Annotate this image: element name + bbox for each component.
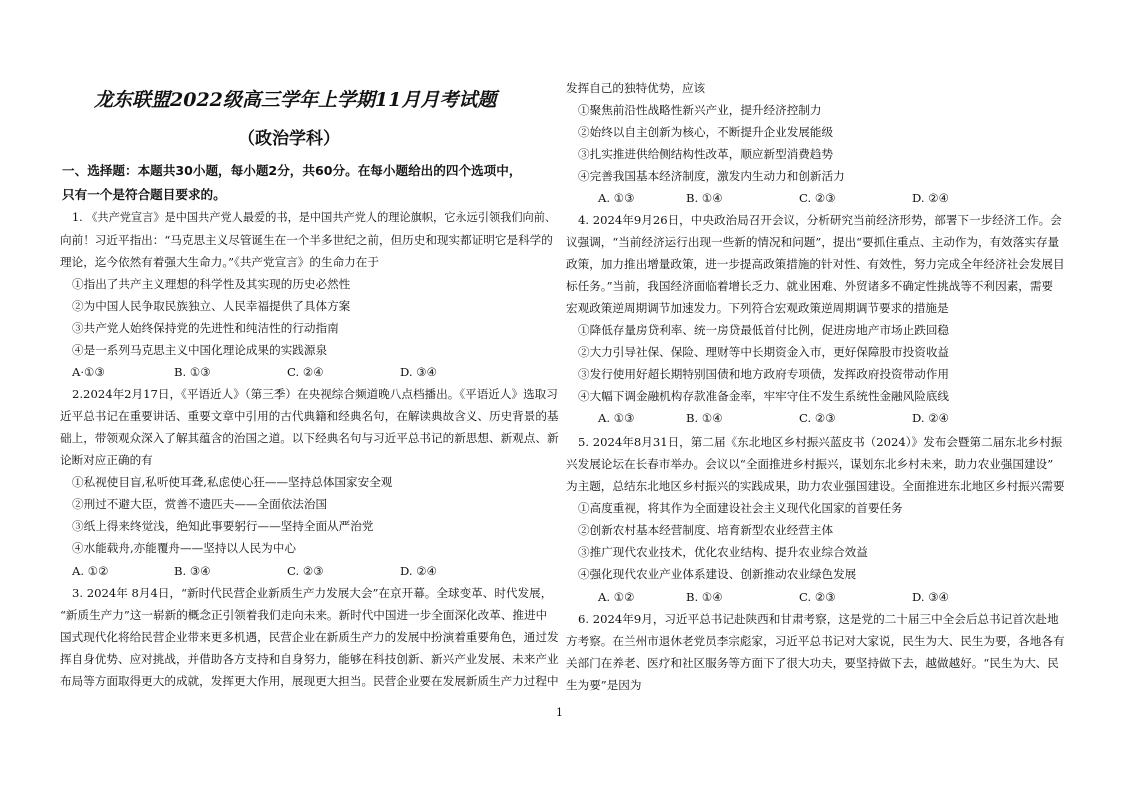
question-text: “新质生产力”这一崭新的概念正引领着我们走向未来。新时代中国进一步全面深化改革、推进中 <box>60 608 548 622</box>
question-text: 发挥自己的独特优势，应该 <box>566 81 706 95</box>
statement-item: ①高度重视，将其作为全面建设社会主义现代化国家的首要任务 <box>578 501 903 515</box>
question-text: 挥自身优势、应对挑战，并借助各方支持和自身努力，能够在科技创新、新兴产业发展、未来产业 <box>60 652 559 666</box>
statement-item: ③发行使用好超长期特别国债和地方政府专项债，发挥政府投资带动作用 <box>578 367 950 381</box>
option-b: B. ①④ <box>686 191 723 205</box>
option-b: B. ③④ <box>174 564 211 578</box>
statement-item: ②为中国人民争取民族独立、人民幸福提供了具体方案 <box>72 299 351 313</box>
exam-title: 龙东联盟2022级高三学年上学期11月月考试题 <box>94 89 497 111</box>
question-text: 1. 《共产党宣言》是中国共产党人最爱的书，是中国共产党人的理论旗帜，它永远引领我们向前、 <box>72 211 557 224</box>
statement-item: ③纸上得来终觉浅，绝知此事要躬行——坚持全面从严治党 <box>72 519 374 533</box>
option-c: C. ②③ <box>287 564 324 578</box>
question-text: 理论，迄今依然有着强大生命力。”《共产党宣言》的生命力在于 <box>60 255 379 269</box>
statement-item: ④强化现代农业产业体系建设、创新推动农业绿色发展 <box>578 567 857 581</box>
question-text: 3. 2024年 8月4日，“新时代民营企业新质生产力发展大会”在京开幕。全球变革、时代发展， <box>72 586 553 600</box>
statement-item: ③扎实推进供给侧结构性改革，顺应新型消费趋势 <box>578 147 834 161</box>
option-a: A·①③ <box>72 365 105 379</box>
question-text: 为主题，总结东北地区乡村振兴的实践成果，助力农业强国建设。全面推进东北地区乡村振兴需要 <box>566 479 1065 493</box>
question-text: 论断对应正确的有 <box>60 453 153 467</box>
statement-item: ③共产党人始终保持党的先进性和纯洁性的行动指南 <box>72 321 339 335</box>
question-text: 向前！习近平指出：“马克思主义尽管诞生在一个半多世纪之前，但历史和现实都证明它是科学的 <box>60 233 553 247</box>
statement-item: ②始终以自主创新为核心，不断提升企业发展能级 <box>578 125 834 139</box>
statement-item: ①聚焦前沿性战略性新兴产业，提升经济控制力 <box>578 103 822 117</box>
question-text: 布局等方面取得更大的成就，发挥更大作用，展现更大担当。民营企业要在发展新质生产力过程中 <box>60 674 559 688</box>
page-number: 1 <box>556 706 563 719</box>
option-a: A. ①③ <box>598 191 635 205</box>
exam-subject: （政治学科） <box>238 129 340 149</box>
question-text: 5. 2024年8月31日，第二届《东北地区乡村振兴蓝皮书（2024）》发布会暨第二届东北乡村振 <box>578 435 1063 449</box>
question-text: 政策，加力推出增量政策，进一步提高政策措施的针对性、有效性，努力完成全年经济社会发展目 <box>566 257 1065 271</box>
option-d: D. ②④ <box>912 191 950 205</box>
statement-item: ④是一系列马克思主义中国化理论成果的实践源泉 <box>72 343 328 357</box>
option-d: D. ③④ <box>400 365 438 379</box>
statement-item: ②刑过不避大臣，赏善不遗匹夫——全面依法治国 <box>72 497 328 511</box>
option-d: D. ③④ <box>912 590 950 604</box>
question-text: 标任务。”当前，我国经济面临着增长乏力、就业困难、外贸诸多不确定性挑战等不利因素，需要 <box>566 279 1054 293</box>
statement-item: ①降低存量房贷利率、统一房贷最低首付比例，促进房地产市场止跌回稳 <box>578 323 950 337</box>
statement-item: ④完善我国基本经济制度，激发内生动力和创新活力 <box>578 169 845 183</box>
option-c: C. ②③ <box>799 191 836 205</box>
section-heading-line2: 只有一个是符合题目要求的。 <box>62 187 226 202</box>
question-text: 6. 2024年9月，习近平总书记赴陕西和甘肃考察，这是党的二十届三中全会后总书记首次赴地 <box>578 612 1059 626</box>
question-text: 4. 2024年9月26日，中央政治局召开会议，分析研究当前经济形势，部署下一步经济工作。会 <box>578 213 1062 227</box>
section-heading-line1: 一、选择题：本题共30小题，每小题2分，共60分。在每小题给出的四个选项中， <box>62 163 522 178</box>
option-d: D. ②④ <box>400 564 438 578</box>
question-text: 2.2024年2月17日，《平语近人》（第三季）在央视综合频道晚八点档播出。《平语近人》选取习 <box>72 387 558 401</box>
statement-item: ③推广现代农业技术，优化农业结构、提升农业综合效益 <box>578 545 868 559</box>
option-c: C. ②③ <box>799 590 836 604</box>
option-a: A. ①② <box>72 564 109 578</box>
question-text: 方考察。在兰州市退休老党员李宗彪家，习近平总书记对大家说，民生为大、民生为要，各地各有 <box>566 634 1065 648</box>
option-a: A. ①③ <box>598 411 635 425</box>
statement-item: ④大幅下调金融机构存款准备金率，牢牢守住不发生系统性金融风险底线 <box>578 389 950 403</box>
question-text: 议强调，“当前经济运行出现一些新的情况和问题”，提出“要抓住重点、主动作为，有效落实存量 <box>566 235 1060 249</box>
statement-item: ①私视使目盲,私听使耳聋,私虑使心狂——坚持总体国家安全观 <box>72 475 393 489</box>
statement-item: ④水能载舟,亦能覆舟——坚持以人民为中心 <box>72 541 296 555</box>
statement-item: ②创新农村基本经营制度、培育新型农业经营主体 <box>578 523 834 537</box>
question-text: 础上，带领观众深入了解其蕴含的治国之道。以下经典名句与习近平总书记的新思想、新观点、新 <box>60 431 559 445</box>
option-b: B. ①④ <box>686 590 723 604</box>
statement-item: ②大力引导社保、保险、理财等中长期资金入市，更好保障股市投资收益 <box>578 345 950 359</box>
question-text: 关部门在养老、医疗和社区服务等方面下了很大功夫，要坚持做下去，越做越好。“民生为大、民 <box>566 656 1059 670</box>
option-a: A. ①② <box>598 590 635 604</box>
question-text: 近平总书记在重要讲话、重要文章中引用的古代典籍和经典名句，在解读典故含义、历史背景的基 <box>60 409 559 423</box>
option-c: C. ②③ <box>799 411 836 425</box>
option-d: D. ②④ <box>912 411 950 425</box>
question-text: 兴发展论坛在长春市举办。会议以“全面推进乡村振兴，谋划东北乡村未来，助力农业强国建设” <box>566 457 1054 471</box>
question-text: 宏观政策逆周期调节加速发力。下列符合宏观政策逆周期调节要求的措施是 <box>566 301 949 315</box>
statement-item: ①指出了共产主义理想的科学性及其实现的历史必然性 <box>72 277 351 291</box>
option-b: B. ①④ <box>686 411 723 425</box>
question-text: 国式现代化将给民营企业带来更多机遇，民营企业在新质生产力的发展中扮演着重要角色，通过发 <box>60 630 559 644</box>
option-b: B. ①③ <box>174 365 211 379</box>
option-c: C. ②④ <box>287 365 324 379</box>
question-text: 生为要”是因为 <box>566 678 642 692</box>
